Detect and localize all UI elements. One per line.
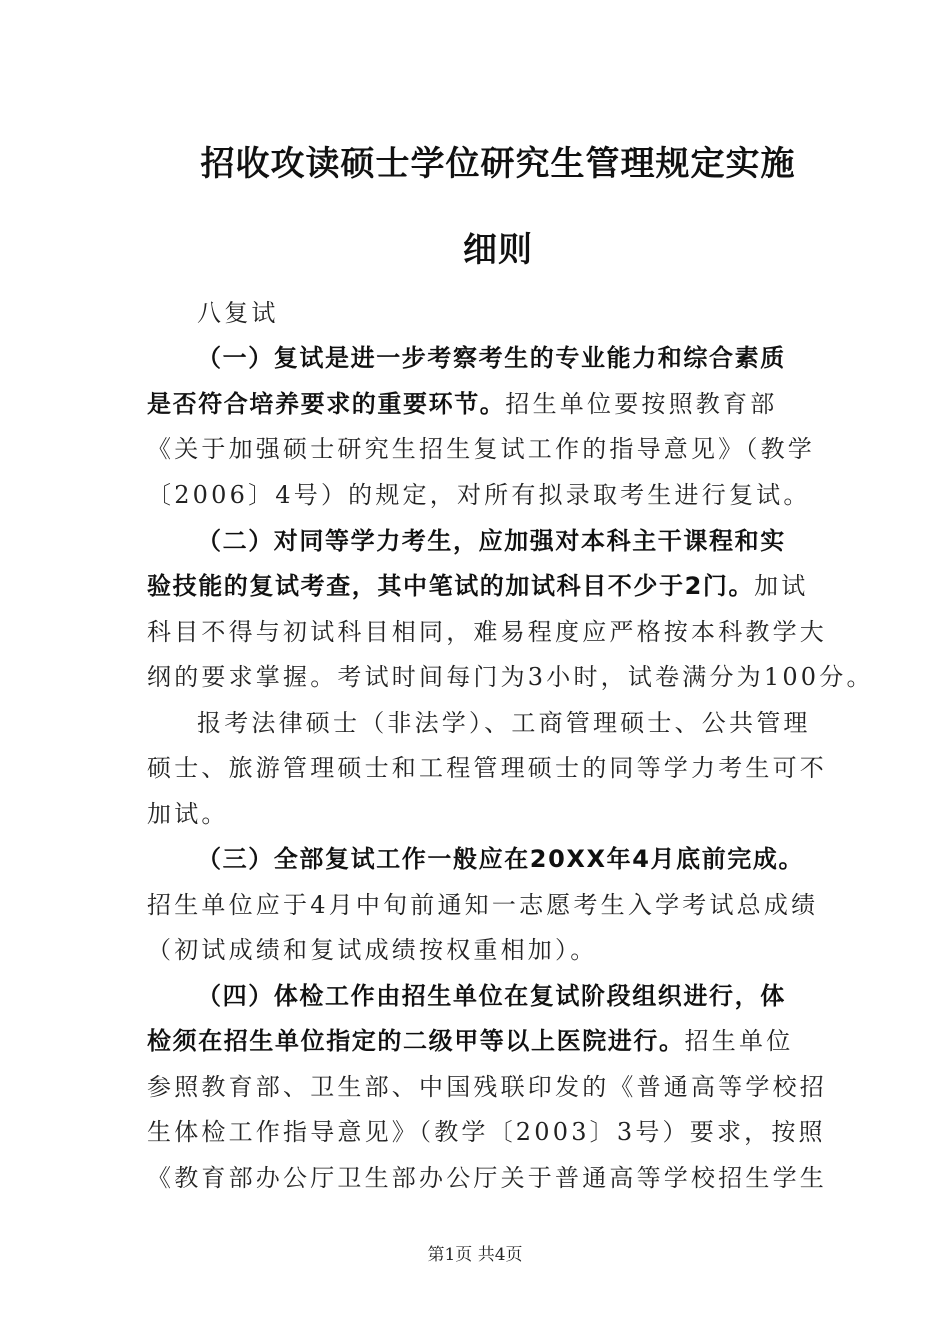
p1-line-2 [147,389,777,420]
p5-line-2-normal: 招生单位 [684,1027,794,1055]
document-title-line-1: 招收攻读硕士学位研究生管理规定实施 [200,144,796,184]
page-footer: 第1页 共4页 [427,1245,523,1265]
p2-line-1: （二）对同等学力考生，应加强对本科主干课程和实 [197,527,786,555]
p4-line-2: 招生单位应于4月中旬前通知一志愿考生入学考试总成绩 [147,891,819,919]
p5-line-2 [147,1026,793,1057]
p2-line-3: 科目不得与初试科目相同，难易程度应严格按本科教学大 [147,618,827,646]
p5-line-3: 参照教育部、卫生部、中国残联印发的《普通高等学校招 [147,1073,827,1101]
p3-line-2: 硕士、旅游管理硕士和工程管理硕士的同等学力考生可不 [147,754,827,782]
p1-line-4: 〔2006〕4号）的规定，对所有拟录取考生进行复试。 [147,481,811,509]
p5-line-2-bold: 检须在招生单位指定的二级甲等以上医院进行。 [147,1027,685,1055]
p3-line-3: 加试。 [147,800,229,828]
p1-line-2-normal: 招生单位要按照教育部 [505,390,778,418]
p2-line-2-bold: 验技能的复试考查，其中笔试的加试科目不少于2门。 [147,572,755,600]
section-heading: 八复试 [197,299,279,327]
p3-line-1: 报考法律硕士（非法学）、工商管理硕士、公共管理 [197,709,811,737]
p4-line-1: （三）全部复试工作一般应在20XX年4月底前完成。 [197,845,805,873]
p5-line-4: 生体检工作指导意见》（教学〔2003〕3号）要求，按照 [147,1118,826,1146]
document-title-line-2: 细则 [463,230,533,270]
p2-line-2-normal: 加试 [754,572,809,600]
p5-line-1: （四）体检工作由招生单位在复试阶段组织进行，体 [197,982,786,1010]
p1-line-1: （一）复试是进一步考察考生的专业能力和综合素质 [197,344,786,372]
p2-line-2 [147,571,809,602]
p1-line-3: 《关于加强硕士研究生招生复试工作的指导意见》（教学 [147,435,815,463]
p2-line-4: 纲的要求掌握。考试时间每门为3小时，试卷满分为100分。 [147,663,874,691]
p4-line-3: （初试成绩和复试成绩按权重相加）。 [147,936,598,964]
p1-line-2-bold: 是否符合培养要求的重要环节。 [147,390,506,418]
p5-line-5: 《教育部办公厅卫生部办公厅关于普通高等学校招生学生 [147,1164,827,1192]
